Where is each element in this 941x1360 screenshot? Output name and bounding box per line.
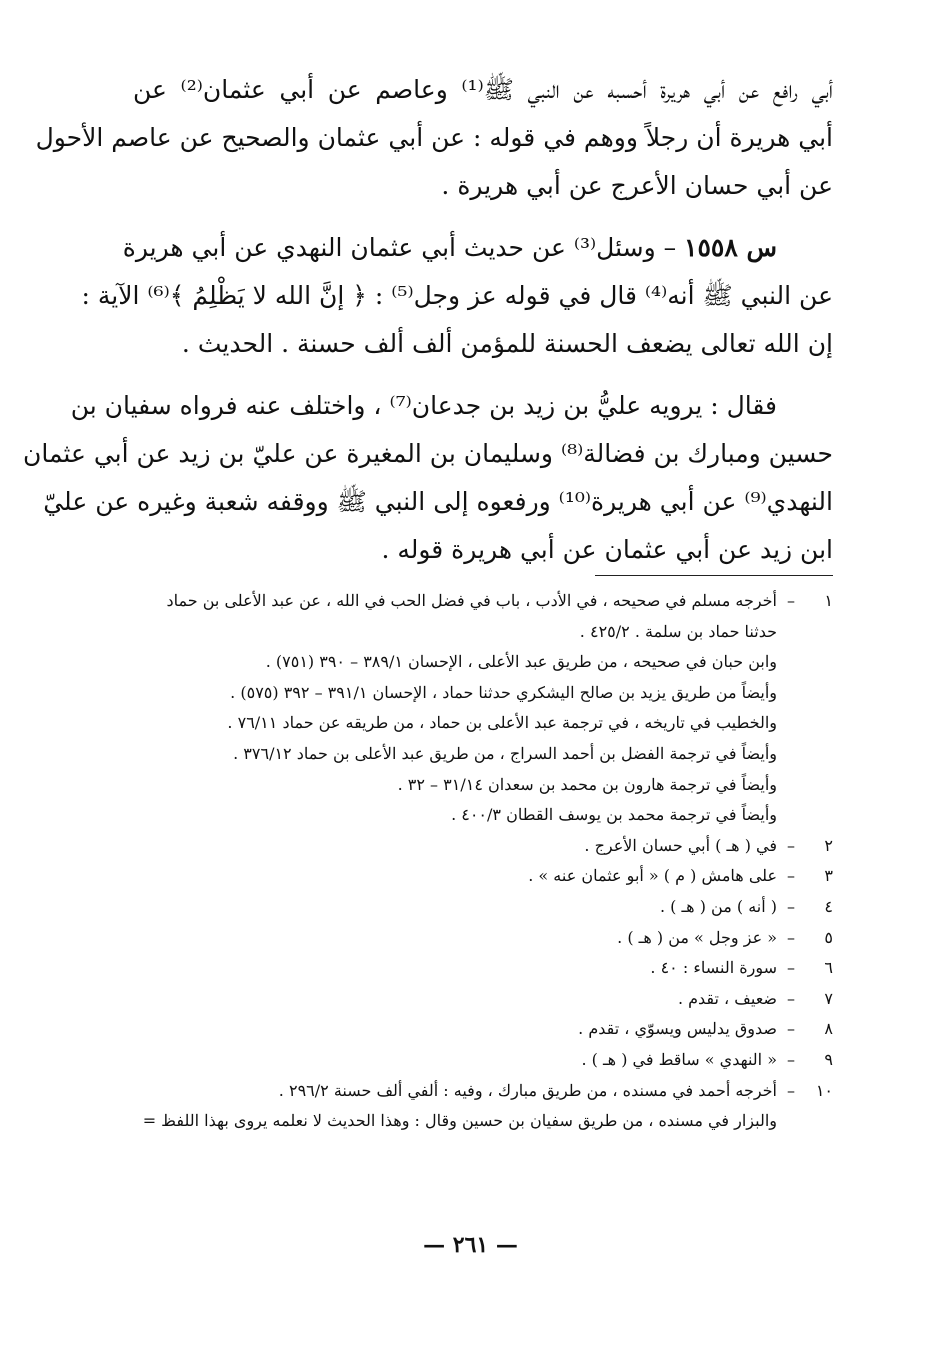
footnote-text: « النهدي » ساقط في ( هـ ) . [581, 1049, 777, 1069]
footnote-line [133, 617, 833, 648]
footnote-number: ٧ [824, 988, 833, 1008]
footnote-line [133, 800, 833, 831]
footnote-line [133, 892, 833, 923]
text-line [122, 224, 833, 272]
footnote-line [133, 586, 833, 617]
paragraph-question [81, 224, 833, 368]
footnote-dash: – [787, 927, 795, 947]
paragraph-1 [35, 66, 833, 210]
question-number: س ١٥٥٨ [684, 233, 777, 262]
footnote-text: ضعيف ، تقدم . [677, 988, 777, 1008]
footnote-text: والبزار في مسنده ، من طريق سفيان بن حسين وقال : وهذا الحديث لا نعلمه يروى بهذا اللفظ = [142, 1111, 777, 1131]
text-line: حسين ومبارك بن فضالة⁽⁸⁾ وسليمان بن المغيرة عن عليّ بن زيد عن أبي عثمان [23, 439, 833, 468]
footnote-number: ٤ [824, 896, 833, 916]
footnote-number: ١ [824, 591, 833, 610]
footnote-text: حدثنا حماد بن سلمة . ٤٢٥/٢ . [579, 621, 777, 641]
footnote-text: وابن حبان في صحيحه ، من طريق عبد الأعلى ، الإحسان ٣٨٩/١ – ٣٩٠ (٧٥١) . [265, 652, 777, 672]
text-line: عن النبي ﷺ أنه⁽⁴⁾ قال في قوله عز وجل⁽⁵⁾ : ﴿ إنَّ الله لا يَظْلِمُ ﴾⁽⁶⁾ الآية : [81, 281, 833, 310]
main-text [23, 66, 833, 588]
footnote-text: سورة النساء : ٤٠ . [650, 958, 777, 978]
text-line: أبي رافع عن أبي هريرة أحسبه عن النبي ﷺ⁽¹⁾ وعاصم عن أبي عثمان⁽²⁾ عن [133, 75, 833, 104]
footnote-text: والخطيب في تاريخه ، في ترجمة عبد الأعلى بن حماد ، من طريقه عن حماد ٧٦/١١ . [227, 713, 777, 733]
footnote-line [133, 923, 833, 954]
footnote-line [133, 1045, 833, 1076]
footnote-line [133, 1076, 833, 1107]
footnote-line [133, 739, 833, 770]
footnote-line [133, 770, 833, 801]
footnote-text: أخرجه مسلم في صحيحه ، في الأدب ، باب في فضل الحب في الله ، عن عبد الأعلى بن حماد [166, 591, 777, 610]
text-line: ابن زيد عن أبي عثمان عن أبي هريرة قوله . [381, 535, 833, 564]
footnote-text: أخرجه أحمد في مسنده ، من طريق مبارك ، وفيه : ألفي ألف حسنة ٢٩٦/٢ . [278, 1080, 777, 1100]
footnote-line [133, 678, 833, 709]
footnote-line [133, 984, 833, 1015]
footnote-text: على هامش ( م ) « أبو عثمان عنه » . [528, 866, 777, 886]
text-line: عن أبي حسان الأعرج عن أبي هريرة . [441, 171, 833, 200]
footnote-text: وأيضاً في ترجمة محمد بن يوسف القطان ٤٠٠/٣ . [451, 805, 777, 825]
footnotes [133, 586, 833, 1137]
footnote-number: ٣ [824, 866, 833, 886]
footnote-text: وأيضاً من طريق يزيد بن صالح اليشكري حدثنا حماد ، الإحسان ٣٩١/١ – ٣٩٢ (٥٧٥) . [230, 682, 777, 702]
footnote-number: ١٠ [815, 1080, 833, 1100]
footnote-text: في ( هـ ) أبي حسان الأعرج . [584, 835, 777, 855]
page-number: — ٢٦١ — [423, 1232, 518, 1258]
footnote-dash: – [787, 988, 795, 1008]
footnote-dash: – [787, 835, 795, 855]
paragraph-answer [23, 382, 833, 574]
footnote-line [133, 1106, 833, 1137]
footnote-number: ٦ [824, 958, 833, 978]
footnote-line [133, 647, 833, 678]
question-text: – وسئل⁽³⁾ عن حديث أبي عثمان النهدي عن أبي هريرة [122, 233, 685, 262]
text-line: إن الله تعالى يضعف الحسنة للمؤمن ألف ألف حسنة . الحديث . [181, 329, 833, 358]
text-line: أبي هريرة أن رجلاً ووهم في قوله : عن أبي عثمان والصحيح عن عاصم الأحول [35, 123, 833, 152]
footnote-dash: – [787, 896, 795, 916]
footnote-number: ٩ [824, 1049, 833, 1069]
footnote-line [133, 831, 833, 862]
footnote-dash: – [787, 1019, 795, 1039]
footnote-number: ٢ [824, 835, 833, 855]
footnote-line [133, 953, 833, 984]
footnote-text: صدوق يدليس ويسوّي ، تقدم . [578, 1019, 777, 1039]
footnote-text: وأيضاً في ترجمة هارون بن محمد بن سعدان ٣١/١٤ – ٣٢ . [397, 774, 777, 794]
footnote-separator [595, 575, 833, 576]
text-line: النهدي⁽⁹⁾ عن أبي هريرة⁽¹⁰⁾ ورفعوه إلى النبي ﷺ ووقفه شعبة وغيره عن عليّ [43, 487, 833, 516]
footnote-text: ( أنه ) من ( هـ ) . [659, 896, 777, 916]
footnote-text: « عز وجل » من ( هـ ) . [617, 927, 777, 947]
footnote-line [133, 1014, 833, 1045]
footnote-line [133, 708, 833, 739]
footnote-dash: – [787, 1080, 795, 1100]
footnote-dash: – [787, 866, 795, 886]
footnote-text: وأيضاً في ترجمة الفضل بن أحمد السراج ، من طريق عبد الأعلى بن حماد ٣٧٦/١٢ . [233, 743, 777, 763]
footnote-dash: – [787, 591, 795, 610]
text-line: فقال : يرويه عليُّ بن زيد بن جدعان⁽⁷⁾ ، واختلف عنه فرواه سفيان بن [70, 391, 777, 420]
footnote-number: ٥ [824, 927, 833, 947]
footnote-number: ٨ [824, 1019, 833, 1039]
footnote-line [133, 861, 833, 892]
footnote-dash: – [787, 1049, 795, 1069]
footnote-dash: – [787, 958, 795, 978]
